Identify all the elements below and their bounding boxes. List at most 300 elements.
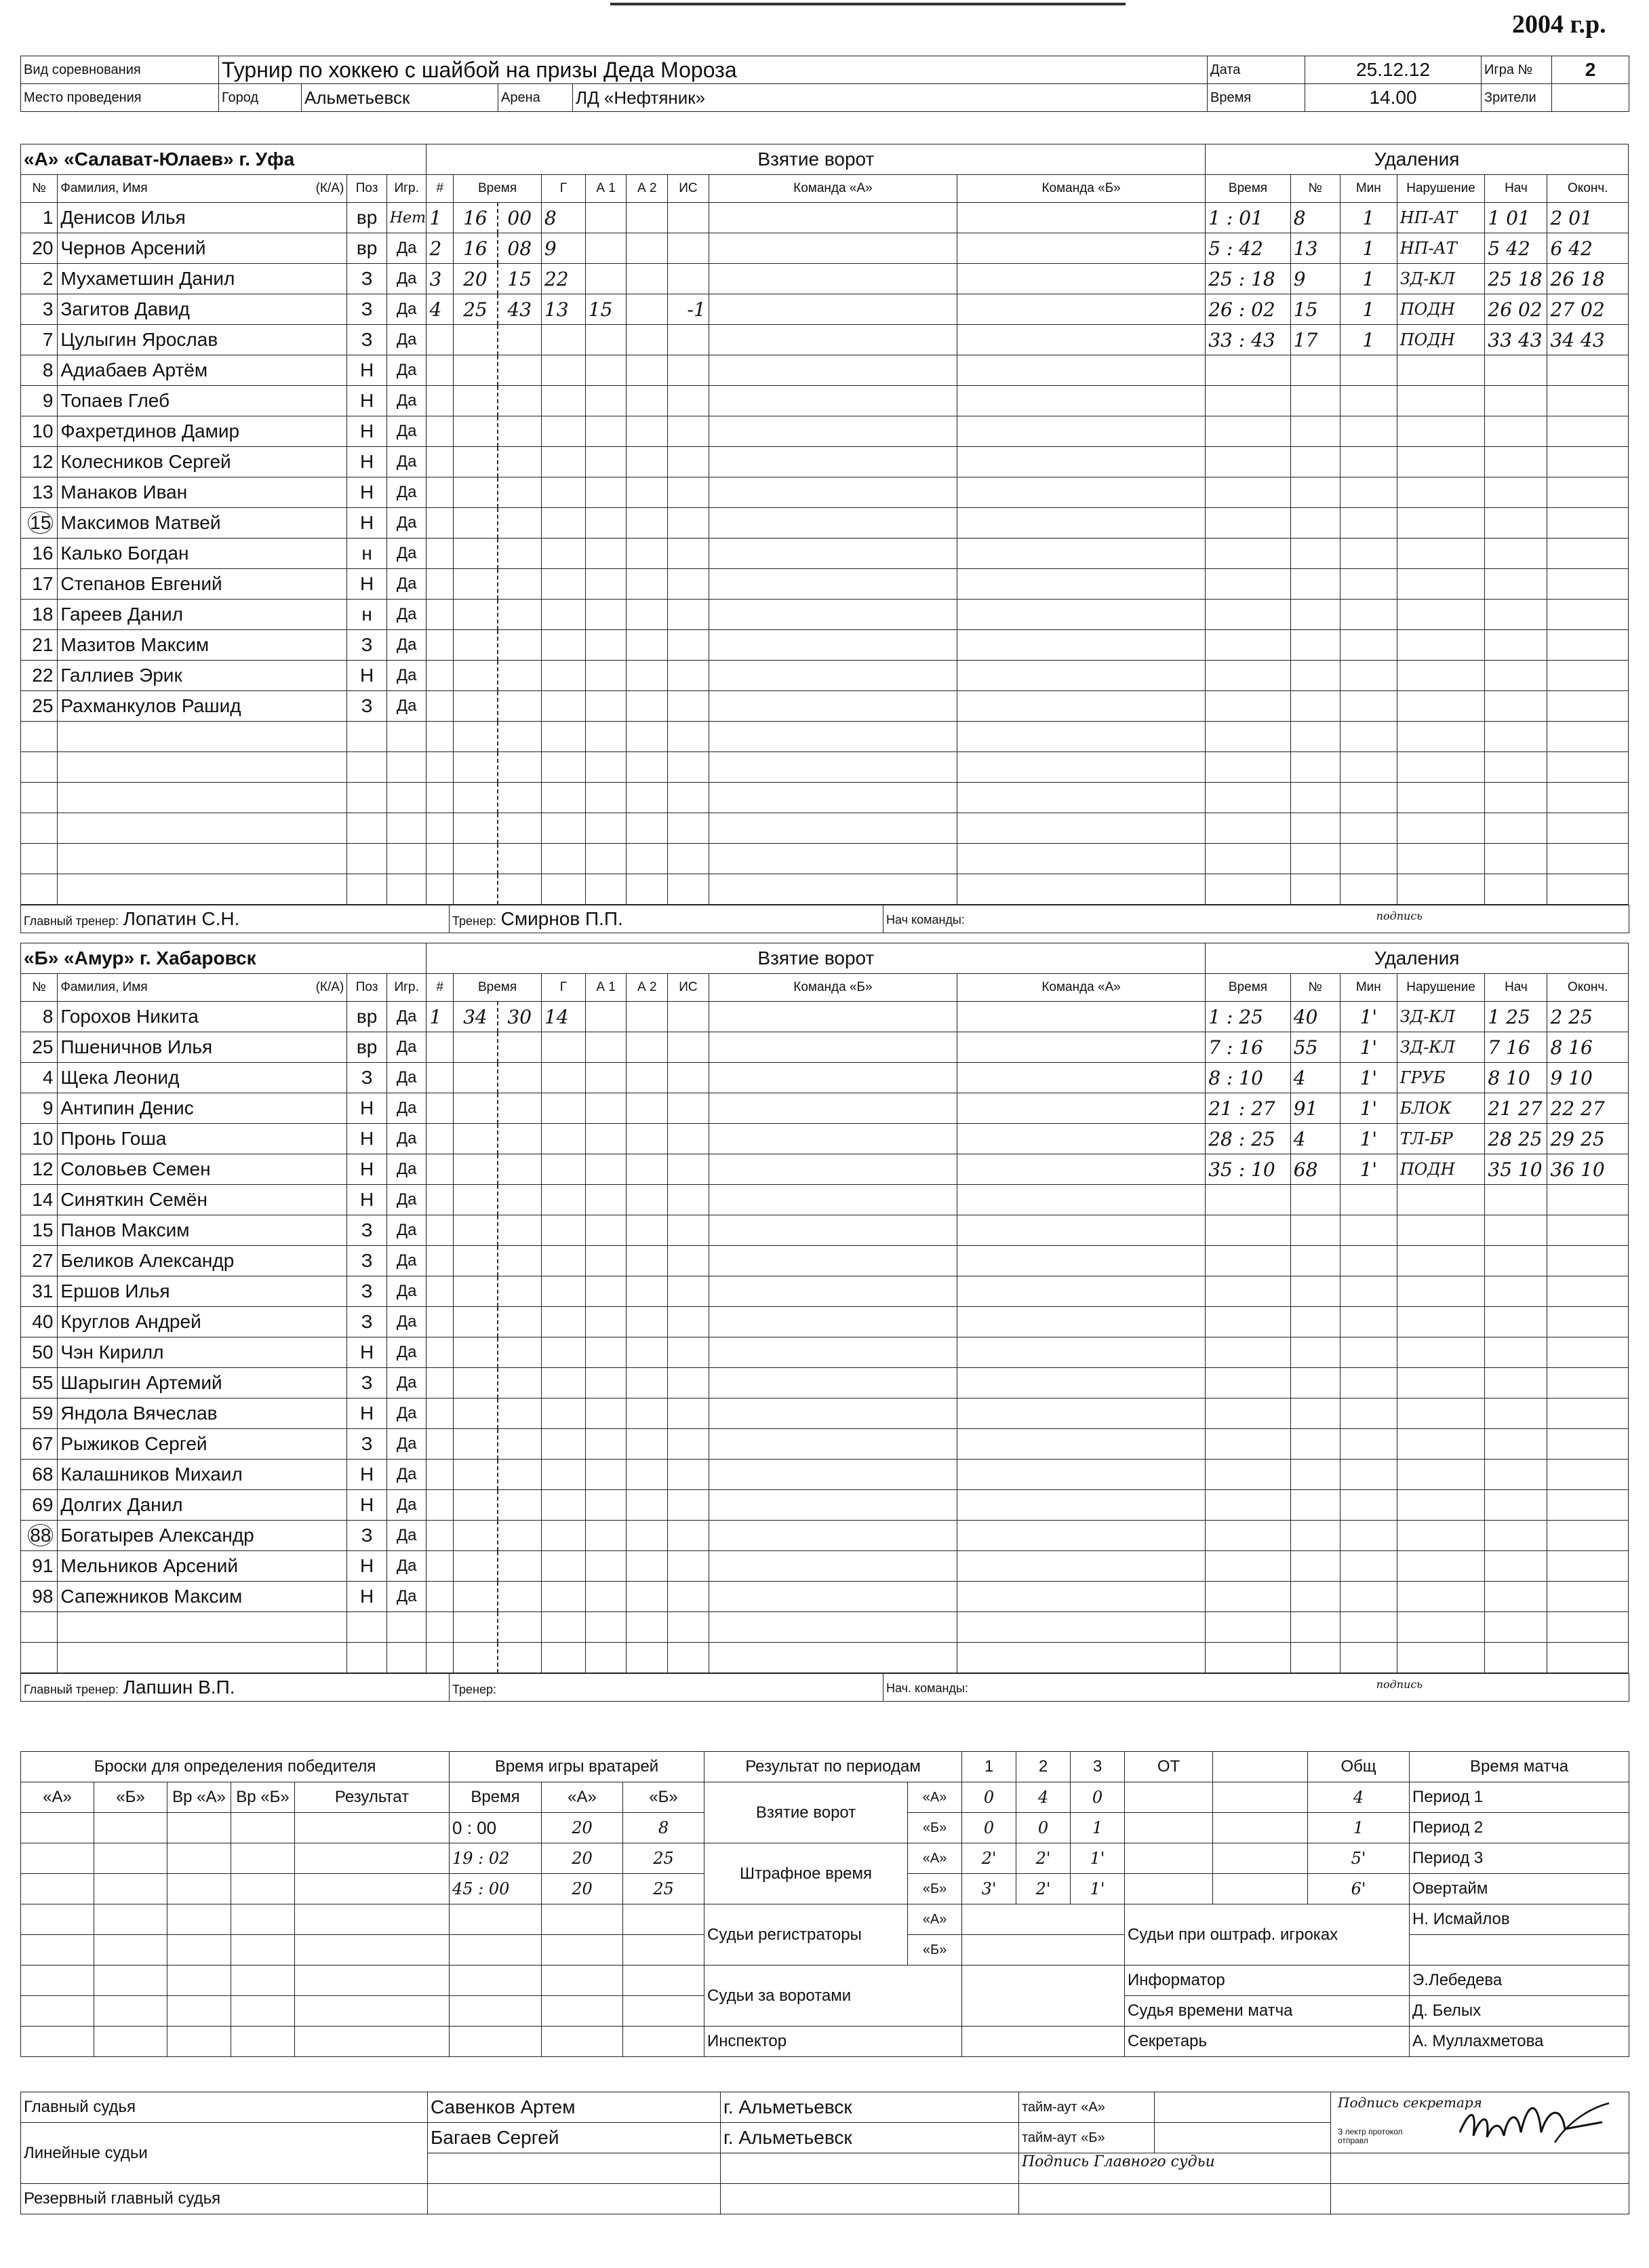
empty-cell [668, 1215, 709, 1246]
goal-team-other-cell [957, 1276, 1206, 1307]
penalty-minute: 8 [1208, 1066, 1221, 1089]
linesman-2 [428, 2153, 721, 2184]
goal-assist-1: 15 [585, 294, 627, 325]
player-number [21, 569, 58, 600]
empty-cell [585, 722, 627, 752]
empty-cell [668, 1185, 709, 1215]
empty-cell [585, 1032, 627, 1063]
player-number-value: 21 [32, 634, 54, 655]
player-number [21, 1307, 58, 1337]
col-p-start: Нач [1485, 175, 1547, 203]
empty-cell [1485, 1429, 1547, 1460]
goal-second: 08 [498, 233, 542, 264]
empty-cell [498, 1185, 542, 1215]
goal-scorer: 8 [541, 203, 585, 233]
empty-cell [1547, 1337, 1629, 1368]
goal-assist-2 [627, 294, 668, 325]
empty-cell [386, 752, 426, 783]
col-play: Игр. [386, 175, 426, 203]
goals-b-label: «Б» [908, 1813, 962, 1843]
coach-name: Смирнов П.П. [500, 908, 623, 929]
empty-cell [1290, 1582, 1340, 1612]
penalty-judges-value-2 [1410, 1935, 1629, 1966]
empty-cell [426, 722, 454, 752]
goal-assist-2 [627, 203, 668, 233]
player-position: вр [347, 1002, 387, 1032]
penalty-end [1547, 1154, 1629, 1185]
player-row [21, 1399, 1629, 1429]
shootout-cell [21, 1843, 94, 1874]
spectators-value [1552, 84, 1629, 112]
empty-cell [454, 477, 498, 508]
player-position: Н [347, 416, 387, 447]
shootout-cell [231, 1966, 295, 1996]
goal-team-own-cell [709, 325, 957, 355]
empty-cell [1290, 691, 1340, 722]
player-played: Да [386, 1276, 426, 1307]
empty-cell [1397, 813, 1485, 844]
player-name: Адиабаев Артём [58, 355, 347, 386]
player-position: Н [347, 1337, 387, 1368]
player-number-value: 15 [28, 511, 53, 534]
penalty-player: 91 [1290, 1093, 1340, 1124]
empty-cell [498, 1399, 542, 1429]
signature-image [1453, 2095, 1616, 2153]
shootout-cell [295, 1874, 450, 1904]
empty-cell [627, 416, 668, 447]
player-position: Н [347, 508, 387, 539]
empty-cell [1206, 691, 1291, 722]
player-number-value: 9 [42, 1097, 54, 1118]
period-col-3: 3 [1071, 1752, 1125, 1782]
empty-cell [426, 1246, 454, 1276]
empty-cell [454, 1643, 498, 1673]
empty-cell [58, 752, 347, 783]
empty-cell [627, 1460, 668, 1490]
penalty-time: 28 : 25 [1206, 1124, 1291, 1154]
empty-cell [1206, 1582, 1291, 1612]
player-position: Н [347, 661, 387, 691]
empty-cell [585, 1551, 627, 1582]
empty-cell [585, 1246, 627, 1276]
player-number [21, 1124, 58, 1154]
reserve-city [721, 2184, 1019, 2214]
empty-cell [627, 844, 668, 874]
empty-cell [1290, 477, 1340, 508]
city-label: Город [219, 84, 302, 112]
goal-situation [668, 264, 709, 294]
empty-cell [541, 630, 585, 661]
empty-cell [627, 1246, 668, 1276]
pim-a-p2: 2' [1016, 1843, 1071, 1874]
empty-cell [1485, 1215, 1547, 1246]
col-pos: Поз [347, 175, 387, 203]
empty-cell [1485, 813, 1547, 844]
head-coach-label: Главный тренер: [24, 914, 119, 928]
empty-cell [1547, 539, 1629, 569]
gk-row-1-b: 8 [623, 1813, 704, 1843]
empty-cell [1290, 1490, 1340, 1521]
empty-cell [426, 1399, 454, 1429]
pim-a-total: 5' [1308, 1843, 1410, 1874]
empty-cell [498, 1490, 542, 1521]
empty-cell [1206, 355, 1291, 386]
empty-cell [585, 355, 627, 386]
timeout-b-label: тайм-аут «Б» [1019, 2123, 1155, 2153]
col-p-time: Время [1206, 974, 1291, 1002]
spectators-label: Зрители [1482, 84, 1552, 112]
empty-cell [1397, 844, 1485, 874]
empty-cell [1547, 1490, 1629, 1521]
player-name: Максимов Матвей [58, 508, 347, 539]
match-overtime: Овертайм [1410, 1874, 1629, 1904]
gk-cell [450, 1966, 542, 1996]
gk-cell [450, 1935, 542, 1966]
empty-cell [541, 508, 585, 539]
empty-cell [454, 874, 498, 905]
col-hash: # [426, 974, 454, 1002]
empty-cell [1547, 1307, 1629, 1337]
penalty-end-sec: 01 [1568, 206, 1593, 229]
col-a1: А 1 [585, 175, 627, 203]
pim-a-ot [1125, 1843, 1213, 1874]
gk-row-1-min: 0 [452, 1817, 462, 1838]
player-played: Да [386, 325, 426, 355]
empty-cell [21, 874, 58, 905]
player-number-value: 27 [32, 1250, 54, 1271]
empty-cell [1485, 508, 1547, 539]
goal-minute: 34 [454, 1002, 498, 1032]
goals-section-title: Взятие ворот [426, 144, 1206, 175]
player-row [21, 1093, 1629, 1124]
empty-cell [1206, 1185, 1291, 1215]
penalty-minutes: 1' [1340, 1154, 1397, 1185]
empty-cell [1340, 1276, 1397, 1307]
goal-team-other-cell [957, 386, 1206, 416]
empty-cell [1547, 874, 1629, 905]
empty-cell [1485, 844, 1547, 874]
empty-cell [1547, 600, 1629, 630]
empty-cell [426, 447, 454, 477]
shootout-cell [231, 1996, 295, 2027]
penalty-end-min: 9 [1550, 1066, 1563, 1089]
goal-team-own-cell [709, 1002, 957, 1032]
col-p-no: № [1290, 974, 1340, 1002]
empty-cell [1206, 1337, 1291, 1368]
empty-cell [498, 1032, 542, 1063]
team-chief [883, 905, 1629, 933]
player-name: Чэн Кирилл [58, 1337, 347, 1368]
gk-title: Время игры вратарей [450, 1752, 704, 1782]
penalty-time: 1 : 25 [1206, 1002, 1291, 1032]
empty-cell [1290, 1521, 1340, 1551]
empty-cell [627, 1124, 668, 1154]
empty-cell [585, 1307, 627, 1337]
empty-cell [426, 1551, 454, 1582]
player-number-value: 1 [42, 207, 54, 228]
empty-cell [426, 1368, 454, 1399]
player-name: Панов Максим [58, 1215, 347, 1246]
penalty-end-min: 2 [1550, 1005, 1563, 1028]
empty-cell [1340, 1307, 1397, 1337]
empty-cell [1547, 1185, 1629, 1215]
player-played: Да [386, 1093, 426, 1124]
empty-cell [454, 1276, 498, 1307]
empty-cell [627, 661, 668, 691]
player-position: З [347, 691, 387, 722]
player-number [21, 1521, 58, 1551]
penalty-minute: 1 [1208, 206, 1221, 229]
empty-cell [585, 1124, 627, 1154]
empty-cell [668, 752, 709, 783]
empty-cell [1206, 1399, 1291, 1429]
empty-cell [1206, 539, 1291, 569]
goal-team-other-cell [957, 661, 1206, 691]
empty-cell [498, 447, 542, 477]
player-row [21, 1521, 1629, 1551]
goal-second: 30 [498, 1002, 542, 1032]
pim-a-p3: 1' [1071, 1843, 1125, 1874]
empty-cell [1485, 1246, 1547, 1276]
empty-cell [627, 1490, 668, 1521]
goal-number: 4 [426, 294, 454, 325]
goal-team-own-cell [709, 874, 957, 905]
empty-cell [668, 508, 709, 539]
goal-team-own-cell [709, 1093, 957, 1124]
player-number-value: 9 [42, 390, 54, 411]
empty-cell [1485, 752, 1547, 783]
empty-cell [1290, 661, 1340, 691]
player-played: Да [386, 1490, 426, 1521]
penalty-start-sec: 42 [1506, 237, 1530, 260]
shootout-cell [295, 1843, 450, 1874]
penalty-end-sec: 18 [1581, 267, 1605, 290]
penalty-minute: 25 [1208, 267, 1233, 290]
empty-cell [1290, 1460, 1340, 1490]
goal-number: 1 [426, 1002, 454, 1032]
empty-cell [498, 1521, 542, 1551]
empty-cell [668, 722, 709, 752]
player-position: З [347, 1246, 387, 1276]
empty-cell [585, 691, 627, 722]
player-position: Н [347, 1185, 387, 1215]
goal-team-own-cell [709, 1337, 957, 1368]
empty-cell [426, 1276, 454, 1307]
penalty-minutes: 1 [1340, 264, 1397, 294]
linesman-2-city [721, 2153, 1019, 2184]
player-number-value: 31 [32, 1280, 54, 1302]
secretary-value: А. Муллахметова [1410, 2027, 1629, 2057]
penalty-time: 35 : 10 [1206, 1154, 1291, 1185]
gk-row-2-a: 20 [542, 1843, 623, 1874]
goal-team-other-cell [957, 752, 1206, 783]
gk-row-2-b: 25 [623, 1843, 704, 1874]
goals-a-label: «А» [908, 1782, 962, 1813]
player-name: Ершов Илья [58, 1276, 347, 1307]
empty-cell [668, 1124, 709, 1154]
empty-cell [585, 386, 627, 416]
empty-cell [426, 813, 454, 844]
arena-value: ЛД «Нефтяник» [573, 84, 1208, 112]
head-coach-name: Лопатин С.Н. [123, 908, 240, 929]
goal-team-own-cell [709, 1307, 957, 1337]
empty-cell [1547, 1643, 1629, 1673]
empty-cell [454, 508, 498, 539]
match-period-1: Период 1 [1410, 1782, 1629, 1813]
player-row [21, 569, 1629, 600]
empty-cell [541, 1276, 585, 1307]
comp-value: Турнир по хоккею с шайбой на призы Деда Мороза [219, 56, 1208, 84]
player-number [21, 1460, 58, 1490]
goal-team-own-cell [709, 416, 957, 447]
shootout-col-result: Результат [295, 1782, 450, 1813]
penalty-time: 33 : 43 [1206, 325, 1291, 355]
empty-cell [347, 844, 387, 874]
timekeeper-label: Судья времени матча [1125, 1996, 1410, 2027]
empty-cell [1290, 1643, 1340, 1673]
player-row [21, 691, 1629, 722]
empty-cell [541, 874, 585, 905]
empty-cell [1485, 1612, 1547, 1643]
player-played: Да [386, 264, 426, 294]
player-name: Мухаметшин Данил [58, 264, 347, 294]
player-number-value: 25 [32, 1036, 54, 1057]
player-name: Калашников Михаил [58, 1460, 347, 1490]
player-row [21, 813, 1629, 844]
player-number [21, 355, 58, 386]
shootout-cell [94, 1904, 167, 1935]
player-played: Да [386, 1307, 426, 1337]
shootout-cell [167, 1843, 231, 1874]
goal-number: 2 [426, 233, 454, 264]
goals-b-ot [1125, 1813, 1213, 1843]
goal-team-other-cell [957, 233, 1206, 264]
empty-cell [1397, 1337, 1485, 1368]
goal-situation [668, 203, 709, 233]
penalty-minute: 28 [1208, 1127, 1233, 1150]
shootout-cell [231, 2027, 295, 2057]
empty-cell [426, 1337, 454, 1368]
player-number-value: 68 [32, 1464, 54, 1485]
shootout-cell [295, 2027, 450, 2057]
goal-minute: 20 [454, 264, 498, 294]
penalty-minutes: 1 [1340, 325, 1397, 355]
player-number [21, 1551, 58, 1582]
player-name: Яндола Вячеслав [58, 1399, 347, 1429]
team-sign-label: подпись [1376, 910, 1423, 922]
empty-cell [21, 752, 58, 783]
player-number [21, 325, 58, 355]
goal-team-other-cell [957, 844, 1206, 874]
inspector-label: Инспектор [704, 2027, 962, 2057]
empty-cell [1340, 630, 1397, 661]
goal-scorer: 9 [541, 233, 585, 264]
player-row [21, 325, 1629, 355]
penalty-start [1485, 203, 1547, 233]
empty-cell [1397, 600, 1485, 630]
player-row [21, 1246, 1629, 1276]
player-row [21, 508, 1629, 539]
col-name [58, 175, 347, 203]
team-chief [883, 1674, 1629, 1702]
player-number [21, 1582, 58, 1612]
empty-cell [541, 844, 585, 874]
reserve-name [428, 2184, 721, 2214]
penalty-minute: 7 [1208, 1036, 1221, 1059]
empty-cell [668, 874, 709, 905]
empty-cell [1206, 416, 1291, 447]
secretary-label: Секретарь [1125, 2027, 1410, 2057]
empty-cell [426, 1490, 454, 1521]
empty-cell [1485, 447, 1547, 477]
goal-team-other-cell [957, 783, 1206, 813]
player-name: Мазитов Максим [58, 630, 347, 661]
col-ka-label: (К/А) [315, 980, 344, 994]
empty-cell [347, 813, 387, 844]
penalty-violation: ПОДН [1397, 294, 1485, 325]
empty-cell [541, 752, 585, 783]
shootout-cell [94, 1874, 167, 1904]
empty-cell [668, 1612, 709, 1643]
empty-cell [585, 569, 627, 600]
gk-cell [623, 2027, 704, 2057]
empty-cell [668, 539, 709, 569]
col-p-min: Мин [1340, 974, 1397, 1002]
timekeeper-value: Д. Белых [1410, 1996, 1629, 2027]
player-number-value: 17 [32, 573, 54, 594]
player-played: Да [386, 1215, 426, 1246]
player-number [21, 1093, 58, 1124]
penalty-violation: БЛОК [1397, 1093, 1485, 1124]
goal-team-other-cell [957, 1093, 1206, 1124]
empty-cell [1485, 1460, 1547, 1490]
penalty-judges-value: Н. Исмайлов [1410, 1904, 1629, 1935]
goal-team-own-cell [709, 539, 957, 569]
empty-cell [585, 1276, 627, 1307]
empty-cell [426, 1429, 454, 1460]
player-number [21, 1429, 58, 1460]
penalty-end [1547, 1032, 1629, 1063]
goal-team-own-cell [709, 1063, 957, 1093]
empty-cell [1340, 1246, 1397, 1276]
empty-cell [668, 447, 709, 477]
empty-cell [1547, 416, 1629, 447]
shootout-cell [295, 1904, 450, 1935]
empty-cell [668, 1032, 709, 1063]
penalty-end [1547, 325, 1629, 355]
goal-judges-label: Судьи за воротами [704, 1966, 962, 2027]
empty-cell [498, 1246, 542, 1276]
penalty-end-sec: 02 [1581, 298, 1605, 321]
col-team-own: Команда «Б» [709, 974, 957, 1002]
empty-cell [347, 1643, 387, 1673]
player-position: Н [347, 1582, 387, 1612]
goal-team-own-cell [709, 1490, 957, 1521]
empty-cell [541, 691, 585, 722]
empty-cell [1340, 1490, 1397, 1521]
penalty-end [1547, 233, 1629, 264]
empty-cell [627, 1429, 668, 1460]
empty-cell [1290, 1399, 1340, 1429]
player-row [21, 1612, 1629, 1643]
empty-cell [585, 325, 627, 355]
empty-cell [1290, 386, 1340, 416]
pim-b-label: «Б» [908, 1874, 962, 1904]
empty-cell [1397, 874, 1485, 905]
penalty-violation: ГРУБ [1397, 1063, 1485, 1093]
shootout-cell [295, 1935, 450, 1966]
empty-cell [1340, 600, 1397, 630]
